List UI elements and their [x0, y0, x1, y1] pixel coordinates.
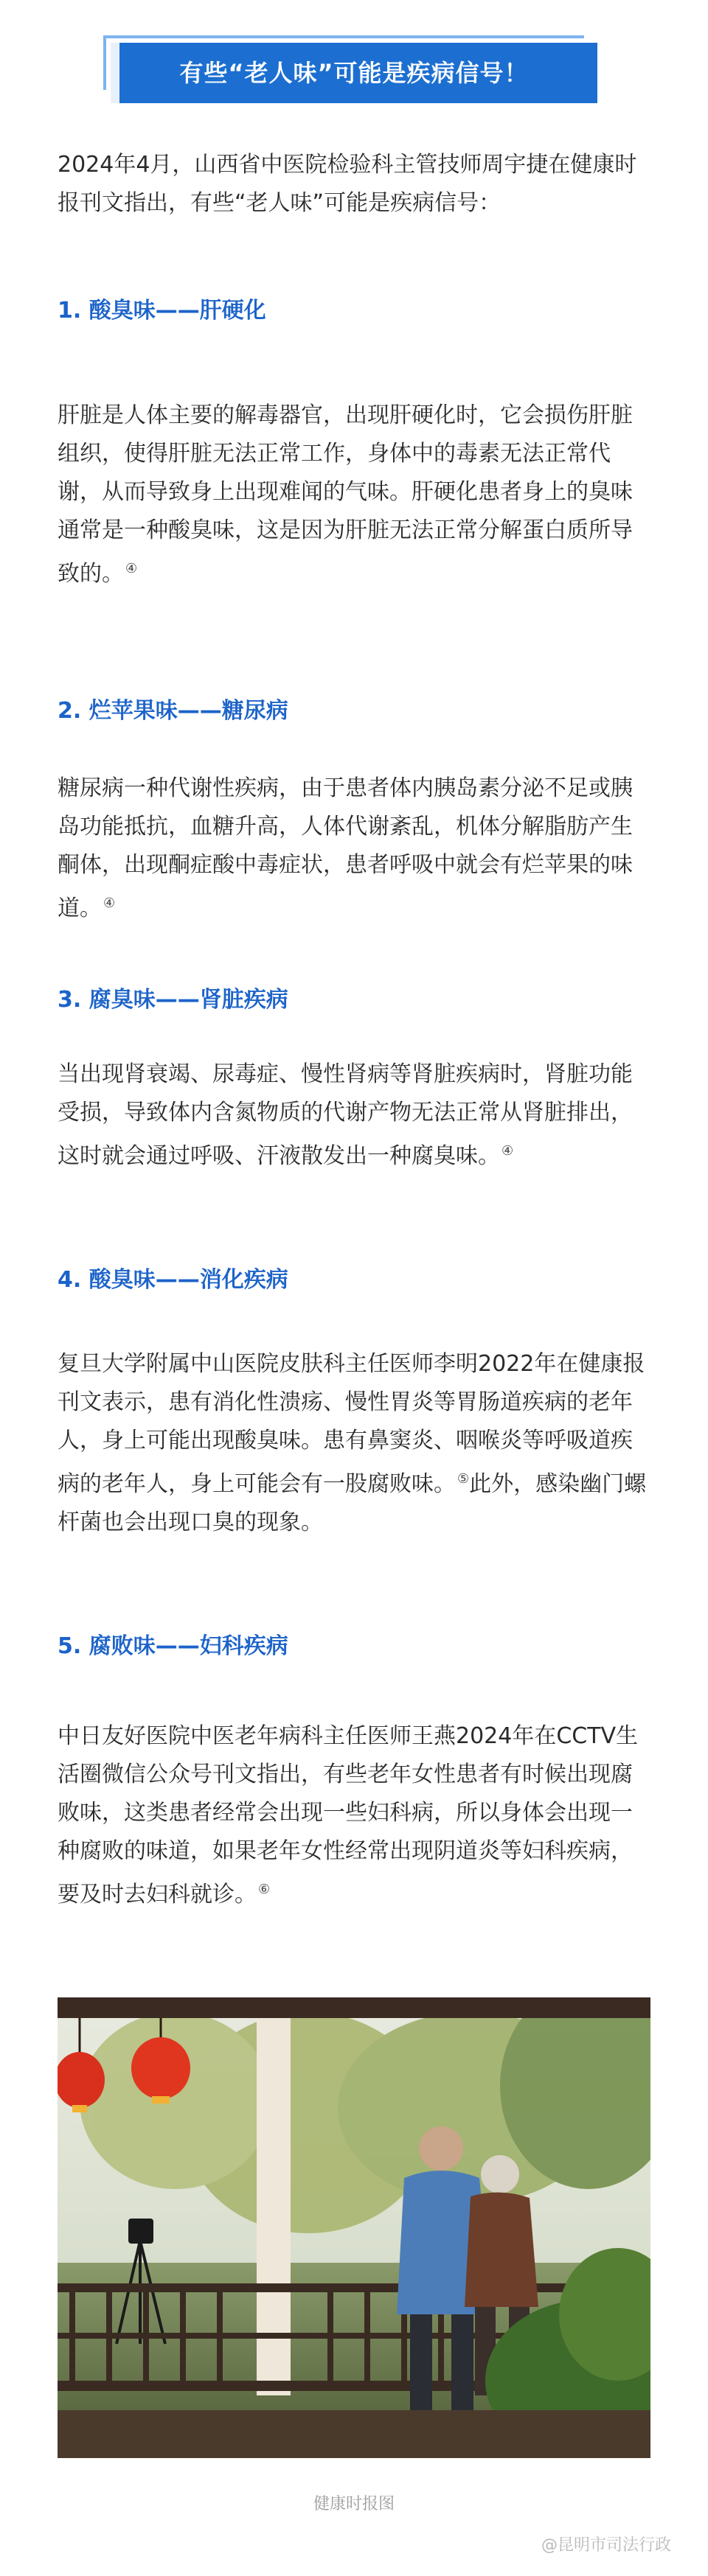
section-body-5: 中日友好医院中医老年病科主任医师王燕2024年在CCTV生活圈微信公众号刊文指出，有些老年女性患者有时候出现腐败味，这类患者经常会出现一些妇科病，所以身体会出现一种腐败的味道，如果老年女性经常出现阴道炎等妇科疾病，要及时去妇科就诊。 ⑥ — [58, 1723, 639, 1907]
reference-mark: ④ — [103, 896, 116, 911]
reference-mark: ⑥ — [258, 1882, 271, 1897]
section-heading-5: 5. 腐败味——妇科疾病 — [58, 1633, 288, 1659]
section-heading-4: 4. 酸臭味——消化疾病 — [58, 1267, 288, 1293]
intro-paragraph: 2024年4月，山西省中医院检验科主管技师周宇捷在健康时报刊文指出，有些“老人味”可能是疾病信号： — [58, 152, 637, 216]
section-heading-1: 1. 酸臭味——肝硬化 — [58, 298, 266, 324]
section-heading-2: 2. 烂苹果味——糖尿病 — [58, 698, 288, 724]
watermark: @昆明市司法行政 — [541, 2536, 671, 2555]
photo-caption: 健康时报图 — [313, 2495, 395, 2513]
section-body-2: 糖尿病一种代谢性疾病，由于患者体内胰岛素分泌不足或胰岛功能抵抗，血糖升高，人体代谢紊乱，机体分解脂肪产生酮体，出现酮症酸中毒症状，患者呼吸中就会有烂苹果的味道。 ④ — [58, 775, 633, 921]
section-heading-3: 3. 腐臭味——肾脏疾病 — [58, 987, 288, 1013]
reference-mark: ④ — [125, 561, 138, 576]
section-body-3: 当出现肾衰竭、尿毒症、慢性肾病等肾脏疾病时，肾脏功能受损，导致体内含氮物质的代谢产物无法正常从肾脏排出，这时就会通过呼吸、汗液散发出一种腐臭味。 ④ — [58, 1061, 633, 1169]
page-title: 有些“老人味”可能是疾病信号！ — [179, 59, 529, 87]
section-body-4: 复旦大学附属中山医院皮肤科主任医师李明2022年在健康报刊文表示，患有消化性溃疡、慢性胃炎等胃肠道疾病的老年人，身上可能出现酸臭味。患有鼻窦炎、咽喉炎等呼吸道疾病的老年人，身上可能会有一股腐败味。 ⑤此外，感染幽门螺杆菌也会出现口臭的现象。 — [58, 1351, 647, 1535]
reference-mark: ⑤ — [457, 1471, 470, 1487]
park-photo — [58, 1997, 650, 2458]
section-body-1: 肝脏是人体主要的解毒器官，出现肝硬化时，它会损伤肝脏组织，使得肝脏无法正常工作，身体中的毒素无法正常代谢，从而导致身上出现难闻的气味。肝硬化患者身上的臭味通常是一种酸臭味，这是因为肝脏无法正常分解蛋白质所导致的。 ④ — [58, 402, 633, 587]
reference-mark: ④ — [502, 1143, 514, 1159]
title-banner — [111, 43, 597, 103]
